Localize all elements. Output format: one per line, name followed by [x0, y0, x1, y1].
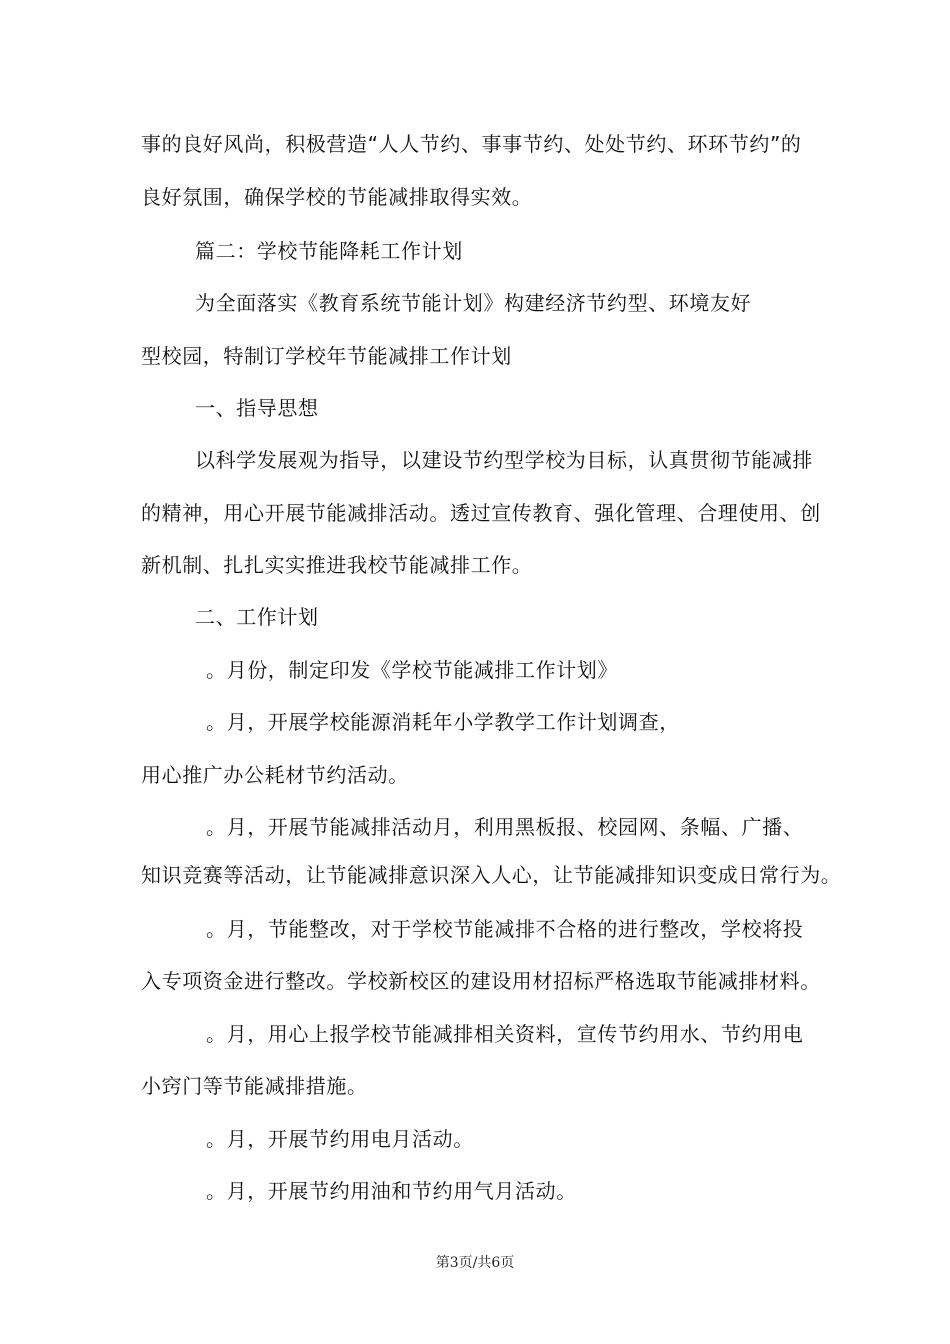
body-line: 为全面落实《教育系统节能计划》构建经济节约型、环境友好 [195, 291, 752, 315]
body-line: 小窍门等节能减排措施。 [141, 1074, 368, 1098]
plan-item: 。月份，制定印发《学校节能减排工作计划》 [206, 658, 618, 682]
plan-item: 。月，开展节约用油和节约用气月活动。 [206, 1179, 577, 1203]
plan-item: 。月，开展节能减排活动月，利用黑板报、校园网、条幅、广播、 [206, 815, 804, 839]
body-line: 事的良好风尚，积极营造“人人节约、事事节约、处处节约、环环节约”的 [141, 132, 802, 156]
subsection-heading: 二、工作计划 [195, 605, 319, 629]
body-line: 新机制、扎扎实实推进我校节能减排工作。 [141, 553, 533, 577]
body-line: 知识竞赛等活动，让节能减排意识深入人心，让节能减排知识变成日常行为。 [141, 863, 842, 887]
plan-item: 。月，节能整改，对于学校节能减排不合格的进行整改，学校将投 [206, 917, 804, 941]
body-line: 用心推广办公耗材节约活动。 [141, 763, 409, 787]
plan-item: 。月，开展节约用电月活动。 [206, 1127, 474, 1151]
section-heading: 篇二：学校节能降耗工作计划 [195, 239, 463, 263]
page-number-footer: 第3页/共6页 [435, 1255, 515, 1271]
plan-item: 。月，开展学校能源消耗年小学教学工作计划调查， [206, 710, 680, 734]
body-line: 型校园，特制订学校年节能减排工作计划 [141, 344, 512, 368]
body-line: 良好氛围，确保学校的节能减排取得实效。 [141, 185, 533, 209]
body-line: 入专项资金进行整改。学校新校区的建设用材招标严格选取节能减排材料。 [141, 969, 821, 993]
body-line: 的精神，用心开展节能减排活动。透过宣传教育、强化管理、合理使用、创 [141, 501, 821, 525]
body-line: 以科学发展观为指导，以建设节约型学校为目标，认真贯彻节能减排 [195, 448, 813, 472]
subsection-heading: 一、指导思想 [195, 396, 319, 420]
plan-item: 。月，用心上报学校节能减排相关资料，宣传节约用水、节约用电 [206, 1022, 804, 1046]
